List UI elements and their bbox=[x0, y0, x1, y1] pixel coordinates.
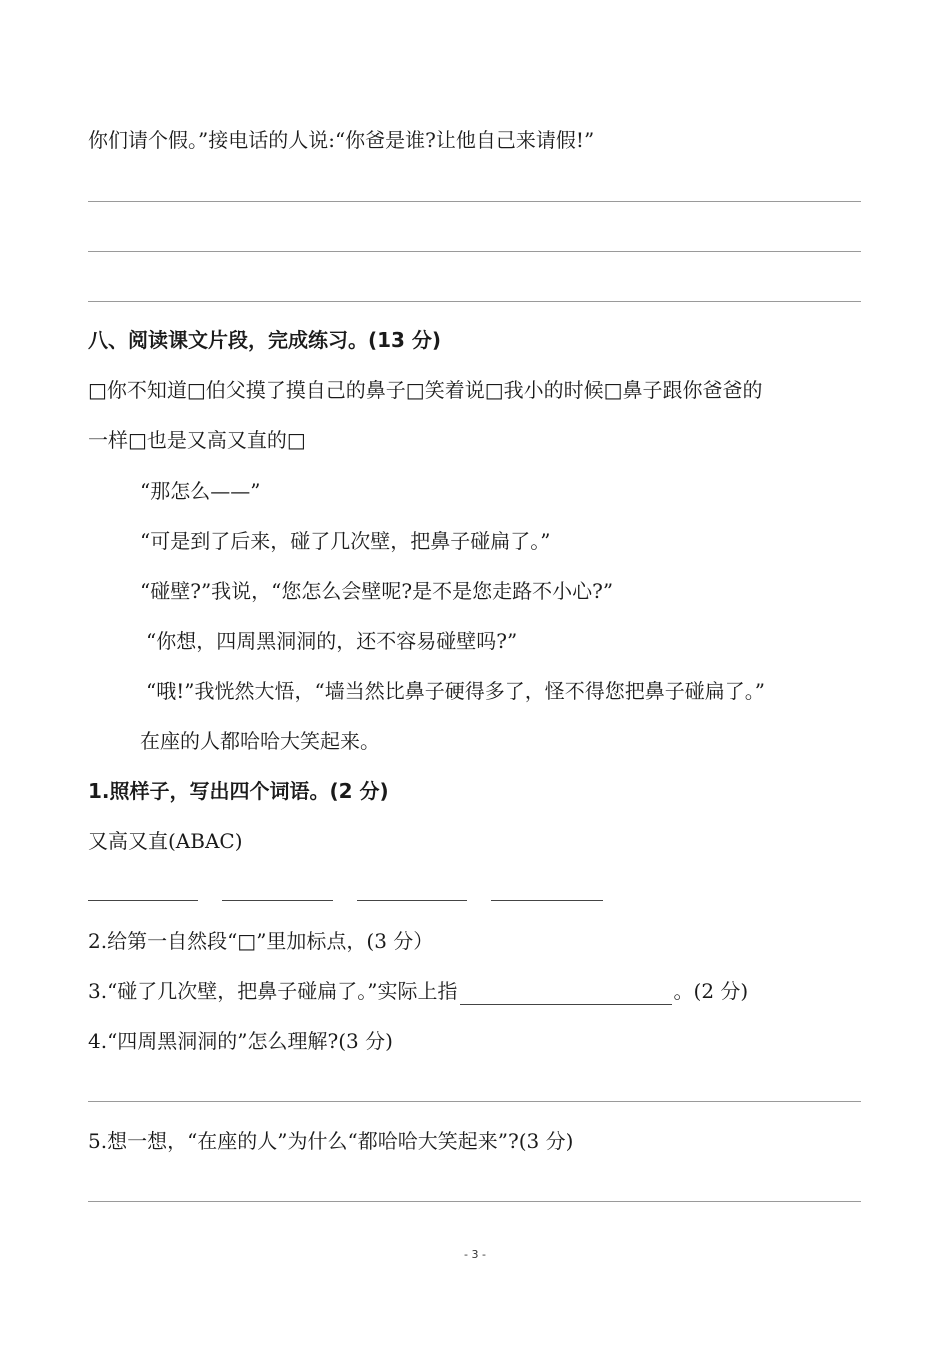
word-blank[interactable] bbox=[88, 900, 198, 901]
question-5: 5.想一想，“在座的人”为什么“都哈哈大笑起来”?(3 分) bbox=[88, 1129, 574, 1153]
question-2: 2.给第一自然段“□”里加标点，(3 分） bbox=[88, 929, 434, 953]
answer-line[interactable] bbox=[88, 1201, 861, 1202]
answer-line[interactable] bbox=[88, 201, 861, 202]
question-3-blank[interactable] bbox=[460, 982, 672, 1005]
question-1-example: 又高又直(ABAC) bbox=[88, 829, 243, 853]
passage-line: 在座的人都哈哈大笑起来。 bbox=[140, 729, 380, 753]
question-1: 1.照样子，写出四个词语。(2 分) bbox=[88, 779, 389, 803]
passage-line: 一样□也是又高又直的□ bbox=[88, 428, 306, 452]
answer-line[interactable] bbox=[88, 251, 861, 252]
word-blank[interactable] bbox=[491, 900, 603, 901]
question-3-text: 3.“碰了几次壁，把鼻子碰扁了。”实际上指 bbox=[88, 979, 458, 1003]
answer-line[interactable] bbox=[88, 1101, 861, 1102]
passage-line: “碰壁?”我说，“您怎么会壁呢?是不是您走路不小心?” bbox=[140, 579, 614, 603]
passage-line: “那怎么——” bbox=[140, 479, 261, 503]
answer-line[interactable] bbox=[88, 301, 861, 302]
passage-line: “你想，四周黑洞洞的，还不容易碰壁吗?” bbox=[146, 629, 518, 653]
question-3 bbox=[88, 977, 748, 1005]
question-4: 4.“四周黑洞洞的”怎么理解?(3 分) bbox=[88, 1029, 393, 1053]
continued-text: 你们请个假。”接电话的人说:“你爸是谁?让他自己来请假!” bbox=[88, 128, 595, 152]
question-3-score: 。(2 分) bbox=[673, 979, 749, 1003]
passage-line: “哦!”我恍然大悟，“墙当然比鼻子硬得多了，怪不得您把鼻子碰扁了。” bbox=[146, 679, 765, 703]
passage-line: “可是到了后来，碰了几次壁，把鼻子碰扁了。” bbox=[140, 529, 551, 553]
passage-line: □你不知道□伯父摸了摸自己的鼻子□笑着说□我小的时候□鼻子跟你爸爸的 bbox=[88, 378, 763, 402]
word-blank[interactable] bbox=[222, 900, 333, 901]
page-number: - 3 - bbox=[464, 1248, 486, 1261]
word-blank[interactable] bbox=[357, 900, 467, 901]
section-title: 八、阅读课文片段，完成练习。(13 分) bbox=[88, 328, 442, 352]
